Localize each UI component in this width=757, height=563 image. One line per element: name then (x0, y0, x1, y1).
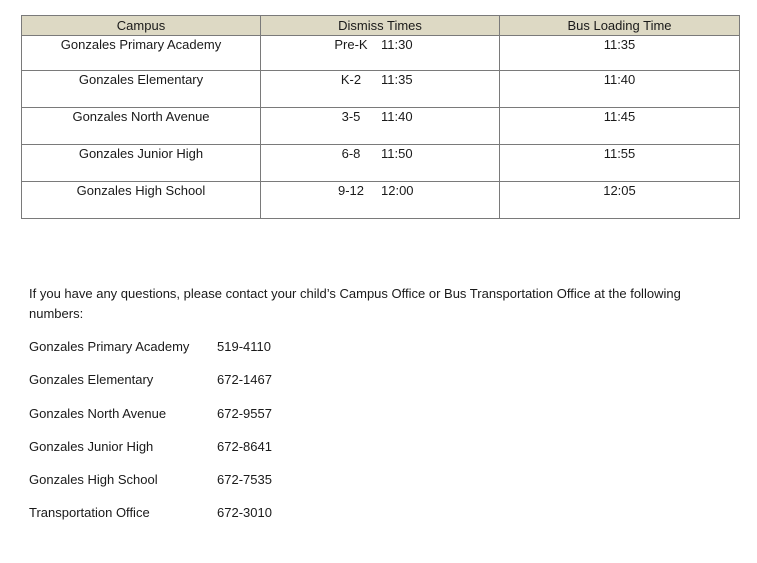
grade-range: Pre-K (334, 37, 368, 52)
bus-time-cell: 11:45 (500, 108, 740, 145)
contact-phone: 672-3010 (217, 505, 272, 521)
bus-time-cell: 11:40 (500, 71, 740, 108)
dismissal-schedule-table (21, 15, 740, 219)
bus-time-cell: 12:05 (500, 182, 740, 219)
contact-info-paragraph: If you have any questions, please contact your child’s Campus Office or Bus Transportation Office at the following numbers: (29, 286, 681, 321)
campus-cell: Gonzales Elementary (22, 71, 261, 108)
table-row (22, 145, 740, 182)
grade-range: 3-5 (341, 109, 361, 124)
list-item (29, 405, 272, 438)
list-item (29, 438, 272, 471)
dismiss-cell (261, 182, 500, 219)
contact-list (29, 338, 272, 538)
dismiss-cell (261, 36, 500, 71)
campus-cell: Gonzales North Avenue (22, 108, 261, 145)
table-row (22, 182, 740, 219)
dismiss-time: 11:40 (381, 109, 413, 124)
table-header-row (22, 16, 740, 36)
list-item (29, 471, 272, 504)
bus-time-cell: 11:35 (500, 36, 740, 71)
bus-time-cell: 11:55 (500, 145, 740, 182)
list-item (29, 338, 272, 371)
header-bus-loading-time: Bus Loading Time (500, 16, 740, 36)
contact-name: Gonzales Elementary (29, 372, 154, 388)
grade-range: 6-8 (341, 146, 361, 161)
contact-name: Gonzales Junior High (29, 438, 154, 454)
grade-range: 9-12 (337, 183, 365, 198)
contact-phone: 672-8641 (217, 438, 272, 454)
list-item (29, 504, 272, 537)
campus-cell: Gonzales Junior High (22, 145, 261, 182)
grade-range: K-2 (340, 72, 362, 87)
contact-phone: 672-7535 (217, 472, 272, 488)
table-row (22, 36, 740, 71)
contact-name: Gonzales North Avenue (29, 405, 167, 421)
dismiss-cell (261, 71, 500, 108)
dismiss-time: 12:00 (381, 183, 414, 198)
table-row (22, 108, 740, 145)
campus-cell: Gonzales High School (22, 182, 261, 219)
dismiss-cell (261, 145, 500, 182)
contact-phone: 672-9557 (217, 405, 272, 421)
contact-phone: 519-4110 (217, 339, 271, 354)
dismiss-cell (261, 108, 500, 145)
dismiss-time: 11:50 (381, 146, 413, 161)
contact-name: Gonzales High School (29, 472, 158, 488)
list-item (29, 371, 272, 404)
dismiss-time: 11:35 (381, 72, 413, 87)
dismiss-time: 11:30 (381, 37, 413, 52)
header-dismiss-times: Dismiss Times (261, 16, 500, 36)
contact-phone: 672-1467 (217, 372, 272, 388)
contact-name: Gonzales Primary Academy (29, 339, 190, 354)
header-campus: Campus (22, 16, 261, 36)
campus-cell: Gonzales Primary Academy (22, 36, 261, 71)
contact-name: Transportation Office (29, 505, 150, 521)
table-row (22, 71, 740, 108)
